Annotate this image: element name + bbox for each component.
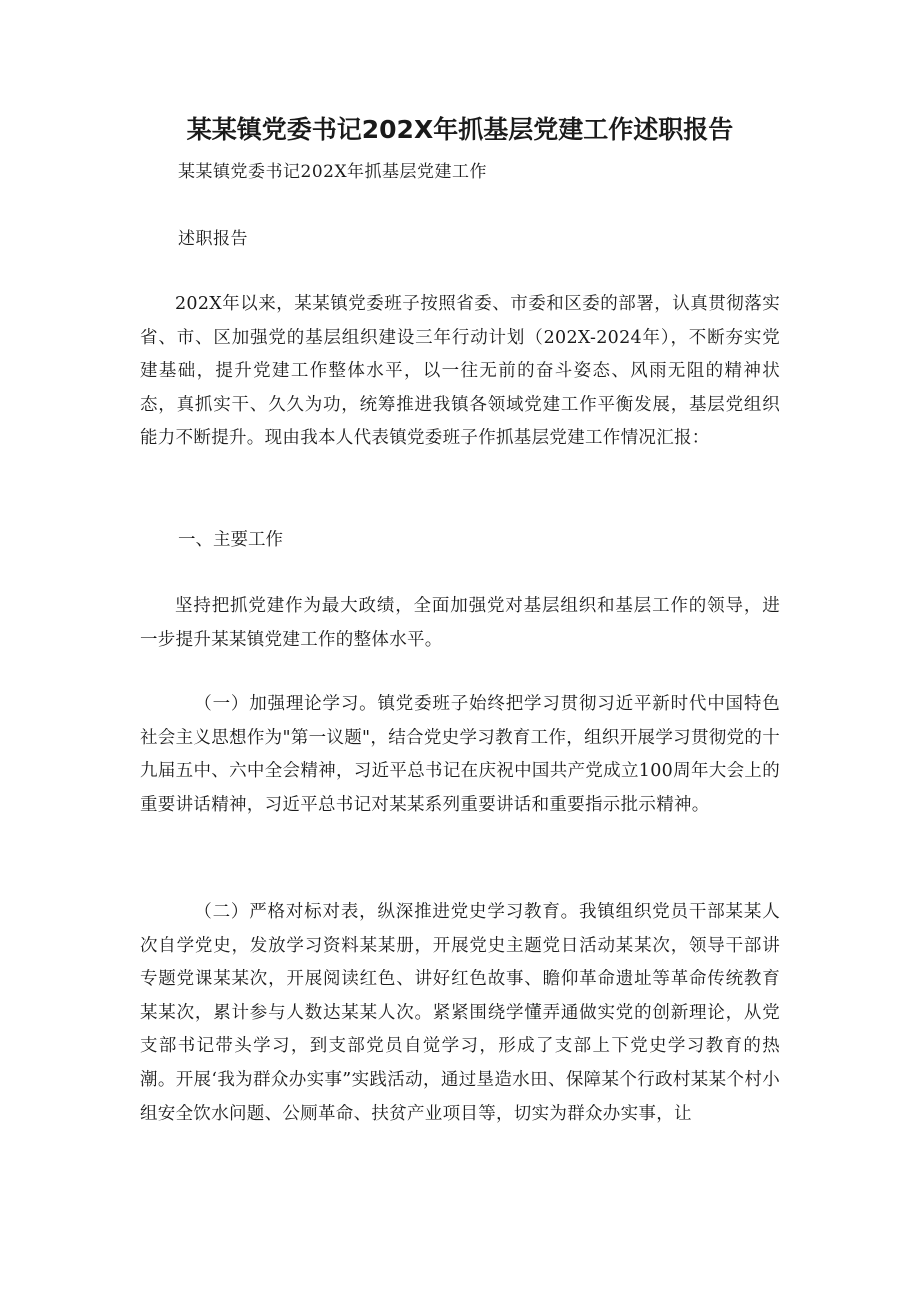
- item-1-paragraph: （一）加强理论学习。镇党委班子始终把学习贯彻习近平新时代中国特色社会主义思想作为"第一议题"，结合党史学习教育工作，组织开展学习贯彻党的十九届五中、六中全会精神，习近平总书记在庆祝中国共产党成立100周年大会上的重要讲话精神，习近平总书记对某某系列重要讲话和重要指示批示精神。: [140, 694, 780, 815]
- section-intro-paragraph: 坚持把抓党建作为最大政绩，全面加强党对基层组织和基层工作的领导，进一步提升某某镇党建工作的整体水平。: [140, 596, 780, 650]
- intro-paragraph: 202X年以来，某某镇党委班子按照省委、市委和区委的部署，认真贯彻落实省、市、区加强党的基层组织建设三年行动计划（202X-2024年），不断夯实党建基础，提升党建工作整体水平，以一往无前的奋斗姿态、风雨无阻的精神状态，真抓实干、久久为功，统筹推进我镇各领域党建工作平衡发展，基层党组织能力不断提升。现由我本人代表镇党委班子作抓基层党建工作情况汇报：: [140, 294, 780, 449]
- section-heading: 一、主要工作: [178, 530, 283, 550]
- document-subtitle-line1: 某某镇党委书记202X年抓基层党建工作: [178, 162, 488, 182]
- item-2-paragraph: （二）严格对标对表，纵深推进党史学习教育。我镇组织党员干部某某人次自学党史，发放学习资料某某册，开展党史主题党日活动某某次，领导干部讲专题党课某某次，开展阅读红色、讲好红色故事、瞻仰革命遗址等革命传统教育某某次，累计参与人数达某某人次。紧紧围绕学懂弄通做实党的创新理论，从党支部书记带头学习，到支部党员自觉学习，形成了支部上下党史学习教育的热潮。开展‘我为群众办实事”实践活动，通过垦造水田、保障某个行政村某某个村小组安全饮水问题、公厕革命、扶贫产业项目等，切实为群众办实事，让: [140, 902, 780, 1124]
- document-title: 某某镇党委书记202X年抓基层党建工作述职报告: [186, 115, 734, 144]
- document-subtitle-line2: 述职报告: [178, 229, 248, 249]
